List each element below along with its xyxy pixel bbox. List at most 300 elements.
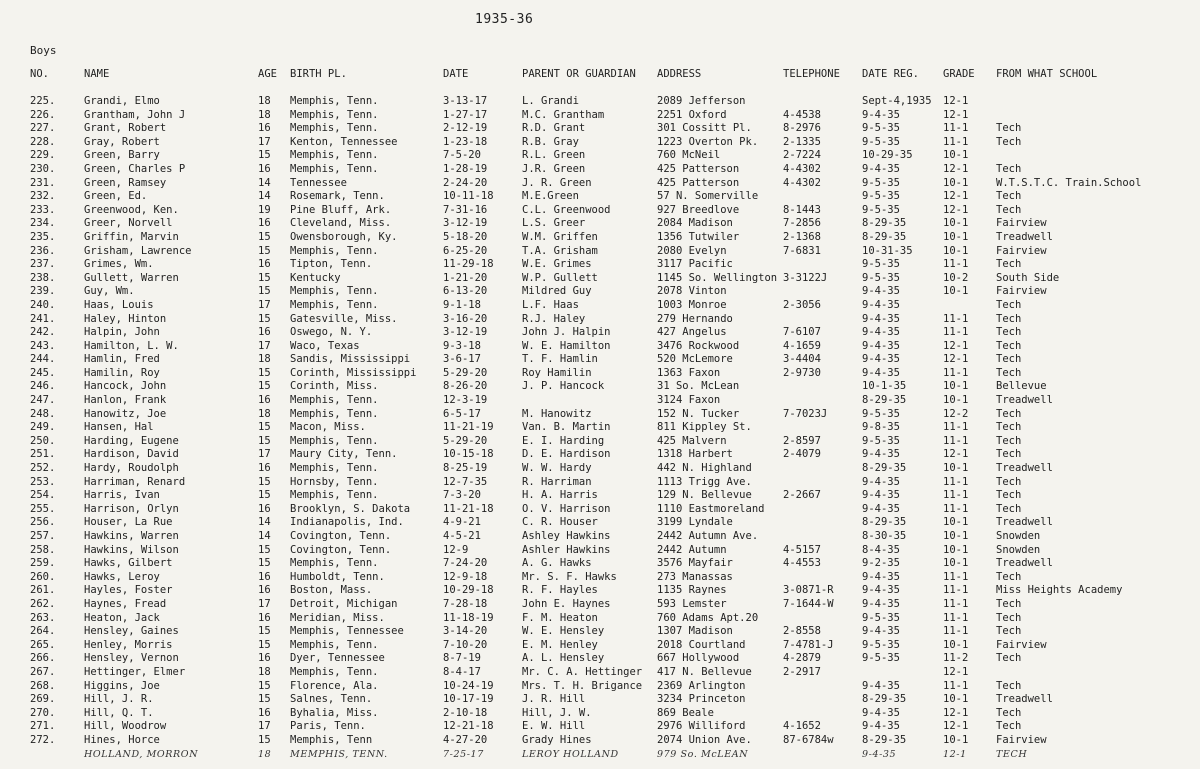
cell-from-school: Tech [996, 597, 1022, 610]
cell-telephone: 3-4404 [783, 353, 821, 366]
cell-age: 14 [258, 530, 271, 542]
cell-age: 17 [258, 135, 271, 148]
cell-name: Griffin, Marvin [84, 230, 179, 243]
cell-parent: LEROY HOLLAND [522, 748, 619, 760]
cell-grade: 10-1 [943, 217, 969, 230]
table-row [0, 340, 1200, 354]
cell-parent: C.L. Greenwood [522, 203, 611, 216]
cell-telephone: 4-4538 [783, 108, 821, 121]
cell-address: 442 N. Highland [657, 462, 752, 475]
table-row [0, 707, 1200, 721]
cell-grade: 10-1 [943, 380, 969, 393]
cell-name: Hanowitz, Joe [84, 407, 167, 420]
cell-date-registered: 9-4-35 [862, 353, 900, 366]
cell-birth-place: Memphis, Tenn. [290, 638, 379, 651]
cell-number: 233. [30, 203, 56, 216]
cell-age: 18 [258, 95, 271, 107]
header-no: NO. [30, 68, 49, 80]
cell-birth-place: Memphis, Tenn. [290, 122, 379, 135]
table-row [0, 489, 1200, 503]
cell-birth-date: 1-21-20 [443, 271, 488, 284]
cell-from-school: Treadwell [996, 462, 1053, 475]
cell-age: 15 [258, 285, 271, 298]
cell-address: 2089 Jefferson [657, 95, 746, 107]
cell-birth-date: 10-17-19 [443, 693, 494, 706]
cell-birth-place: Memphis, Tenn. [290, 462, 379, 475]
cell-name: Henley, Morris [84, 638, 173, 651]
cell-from-school: Tech [996, 570, 1022, 583]
cell-address: 417 N. Bellevue [657, 665, 752, 678]
cell-birth-place: Dyer, Tennessee [290, 652, 385, 665]
table-row [0, 313, 1200, 327]
cell-name: Hill, Woodrow [84, 720, 167, 733]
cell-date-registered: 9-4-35 [862, 312, 900, 325]
cell-number: 247. [30, 394, 56, 407]
cell-birth-date: 1-23-18 [443, 135, 488, 148]
cell-telephone: 4-1659 [783, 339, 821, 352]
cell-from-school: Tech [996, 489, 1022, 502]
cell-address: 667 Hollywood [657, 652, 740, 665]
cell-date-registered: 9-4-35 [862, 502, 900, 515]
cell-number: 245. [30, 366, 56, 379]
cell-birth-place: Meridian, Miss. [290, 611, 385, 624]
table-row [0, 666, 1200, 680]
cell-birth-date: 12-9-18 [443, 570, 488, 583]
cell-birth-place: Humboldt, Tenn. [290, 570, 385, 583]
cell-name: Hawks, Gilbert [84, 557, 173, 570]
cell-from-school: Treadwell [996, 230, 1053, 243]
cell-telephone: 7-6107 [783, 326, 821, 339]
cell-date-registered: 8-29-35 [862, 693, 907, 706]
cell-from-school: Tech [996, 353, 1022, 366]
cell-birth-date: 9-3-18 [443, 339, 481, 352]
cell-age: 16 [258, 570, 271, 583]
cell-birth-place: Brooklyn, S. Dakota [290, 502, 411, 515]
cell-name: Hamilton, L. W. [84, 339, 179, 352]
cell-name: Higgins, Joe [84, 679, 160, 692]
cell-address: 2018 Courtland [657, 638, 746, 651]
cell-parent: J. R. Green [522, 176, 592, 189]
cell-age: 15 [258, 489, 271, 502]
table-row [0, 109, 1200, 123]
cell-birth-date: 7-24-20 [443, 557, 488, 570]
cell-age: 18 [258, 748, 272, 760]
cell-from-school: Tech [996, 679, 1022, 692]
cell-address: 927 Breedlove [657, 203, 740, 216]
cell-name: Hancock, John [84, 380, 167, 393]
header-age: AGE [258, 68, 277, 80]
cell-from-school: W.T.S.T.C. Train.School [996, 176, 1142, 189]
cell-address: 3234 Princeton [657, 693, 746, 706]
table-row [0, 204, 1200, 218]
cell-parent: E. I. Harding [522, 434, 605, 447]
table-row [0, 149, 1200, 163]
cell-parent: Grady Hines [522, 733, 592, 746]
cell-from-school: Fairview [996, 638, 1047, 651]
table-row [0, 503, 1200, 517]
cell-telephone: 4-4302 [783, 162, 821, 175]
cell-parent: T. F. Hamlin [522, 353, 598, 366]
cell-telephone: 2-7224 [783, 149, 821, 162]
cell-date-registered: 9-4-35 [862, 706, 900, 719]
table-row [0, 217, 1200, 231]
cell-number: 264. [30, 625, 56, 638]
cell-grade: 11-1 [943, 625, 969, 638]
cell-name: Gray, Robert [84, 135, 160, 148]
cell-grade: 12-1 [943, 95, 969, 107]
table-row [0, 177, 1200, 191]
cell-age: 16 [258, 217, 271, 230]
table-row [0, 435, 1200, 449]
cell-address: 2078 Vinton [657, 285, 727, 298]
cell-name: Heaton, Jack [84, 611, 160, 624]
cell-birth-place: Memphis, Tenn. [290, 95, 379, 107]
cell-birth-place: Memphis, Tennessee [290, 625, 404, 638]
table-row [0, 122, 1200, 136]
cell-parent: D. E. Hardison [522, 448, 611, 461]
cell-parent: R.L. Green [522, 149, 586, 162]
cell-parent: R. Harriman [522, 475, 592, 488]
cell-age: 15 [258, 475, 271, 488]
cell-grade: 10-1 [943, 543, 969, 556]
cell-grade: 10-1 [943, 149, 969, 162]
cell-birth-place: MEMPHIS, TENN. [290, 748, 388, 760]
table-row [0, 380, 1200, 394]
cell-parent: Ashley Hawkins [522, 530, 611, 542]
cell-telephone: 4-1652 [783, 720, 821, 733]
cell-grade: 10-1 [943, 693, 969, 706]
cell-date-registered: 9-4-35 [862, 448, 900, 461]
cell-name: Hill, Q. T. [84, 706, 154, 719]
cell-birth-date: 4-5-21 [443, 530, 481, 542]
cell-name: Harriman, Renard [84, 475, 186, 488]
cell-number: 236. [30, 244, 56, 257]
cell-from-school: Miss Heights Academy [996, 584, 1123, 597]
cell-parent: M.E.Green [522, 190, 579, 203]
table-row [0, 421, 1200, 435]
cell-birth-date: 7-3-20 [443, 489, 481, 502]
cell-grade: 12-1 [943, 665, 969, 678]
cell-birth-place: Maury City, Tenn. [290, 448, 398, 461]
cell-number: 259. [30, 557, 56, 570]
cell-date-registered: 9-5-35 [862, 122, 900, 135]
cell-parent: Van. B. Martin [522, 421, 611, 434]
cell-age: 16 [258, 326, 271, 339]
cell-telephone: 2-2917 [783, 665, 821, 678]
cell-birth-date: 12-3-19 [443, 394, 488, 407]
cell-birth-place: Pine Bluff, Ark. [290, 203, 392, 216]
cell-birth-place: Memphis, Tenn. [290, 407, 379, 420]
cell-number: 269. [30, 693, 56, 706]
cell-date-registered: 9-4-35 [862, 679, 900, 692]
cell-name: Hawks, Leroy [84, 570, 160, 583]
cell-address: 1318 Harbert [657, 448, 733, 461]
cell-name: Greer, Norvell [84, 217, 173, 230]
cell-from-school: Tech [996, 434, 1022, 447]
header-parent: PARENT OR GUARDIAN [522, 68, 636, 80]
cell-date-registered: 9-4-35 [862, 298, 900, 311]
cell-birth-date: 11-21-18 [443, 502, 494, 515]
cell-address: 1003 Monroe [657, 298, 727, 311]
cell-from-school: Snowden [996, 530, 1041, 542]
cell-age: 17 [258, 720, 271, 733]
cell-age: 16 [258, 122, 271, 135]
table-row [0, 462, 1200, 476]
cell-age: 18 [258, 108, 271, 121]
cell-from-school: TECH [996, 748, 1028, 760]
cell-date-registered: 9-4-35 [862, 570, 900, 583]
cell-birth-place: Memphis, Tenn. [290, 149, 379, 162]
cell-name: Haas, Louis [84, 298, 154, 311]
cell-name: Hansen, Hal [84, 421, 154, 434]
cell-birth-date: 6-13-20 [443, 285, 488, 298]
cell-age: 16 [258, 258, 271, 271]
cell-from-school: Tech [996, 258, 1022, 271]
table-row [0, 584, 1200, 598]
header-telephone: TELEPHONE [783, 68, 840, 80]
cell-number: 228. [30, 135, 56, 148]
cell-age: 16 [258, 584, 271, 597]
cell-age: 15 [258, 366, 271, 379]
cell-date-registered: 9-8-35 [862, 421, 900, 434]
table-row [0, 245, 1200, 259]
cell-birth-place: Kentucky [290, 271, 341, 284]
cell-grade: 11-1 [943, 326, 969, 339]
cell-birth-place: Corinth, Mississippi [290, 366, 417, 379]
table-row [0, 639, 1200, 653]
cell-number: 271. [30, 720, 56, 733]
cell-address: 301 Cossitt Pl. [657, 122, 752, 135]
cell-name: Grandi, Elmo [84, 95, 160, 107]
cell-parent: J. P. Hancock [522, 380, 605, 393]
cell-name: Green, Charles P [84, 162, 186, 175]
cell-grade: 11-1 [943, 502, 969, 515]
cell-name: Harris, Ivan [84, 489, 160, 502]
cell-age: 15 [258, 693, 271, 706]
cell-telephone: 2-1335 [783, 135, 821, 148]
cell-from-school: Tech [996, 190, 1022, 203]
cell-birth-date: 3-12-19 [443, 217, 488, 230]
cell-birth-place: Gatesville, Miss. [290, 312, 398, 325]
cell-name: HOLLAND, MORRON [84, 748, 199, 760]
cell-address: 2251 Oxford [657, 108, 727, 121]
cell-birth-date: 9-1-18 [443, 298, 481, 311]
cell-date-registered: 9-5-35 [862, 434, 900, 447]
cell-name: Grisham, Lawrence [84, 244, 192, 257]
cell-address: 2442 Autumn Ave. [657, 530, 759, 542]
cell-telephone: 2-8558 [783, 625, 821, 638]
cell-birth-place: Sandis, Mississippi [290, 353, 411, 366]
cell-parent: C. R. Houser [522, 516, 598, 529]
cell-number: 249. [30, 421, 56, 434]
cell-birth-date: 3-14-20 [443, 625, 488, 638]
school-year: 1935-36 [475, 12, 534, 27]
cell-age: 17 [258, 339, 271, 352]
cell-grade: 11-1 [943, 366, 969, 379]
cell-number: 266. [30, 652, 56, 665]
cell-parent: E. M. Henley [522, 638, 598, 651]
cell-age: 14 [258, 176, 271, 189]
cell-number: 251. [30, 448, 56, 461]
cell-date-registered: 9-4-35 [862, 597, 900, 610]
cell-name: Green, Barry [84, 149, 160, 162]
cell-number: 263. [30, 611, 56, 624]
cell-birth-date: 7-25-17 [443, 748, 484, 760]
cell-grade: 10-1 [943, 557, 969, 570]
table-row [0, 734, 1200, 748]
header-date: DATE [443, 68, 469, 80]
cell-date-registered: Sept-4,1935 [862, 95, 932, 107]
cell-name: Hill, J. R. [84, 693, 154, 706]
cell-name: Harding, Eugene [84, 434, 179, 447]
cell-age: 15 [258, 244, 271, 257]
cell-address: 811 Kippley St. [657, 421, 752, 434]
cell-age: 15 [258, 733, 271, 746]
cell-birth-place: Memphis, Tenn. [290, 665, 379, 678]
cell-birth-date: 8-26-20 [443, 380, 488, 393]
cell-parent: Hill, J. W. [522, 706, 592, 719]
cell-age: 15 [258, 679, 271, 692]
cell-number: 230. [30, 162, 56, 175]
cell-parent: W.E. Grimes [522, 258, 592, 271]
cell-birth-date: 8-4-17 [443, 665, 481, 678]
column-headers [0, 68, 1200, 84]
cell-age: 19 [258, 203, 271, 216]
cell-date-registered: 9-4-35 [862, 584, 900, 597]
cell-address: 273 Manassas [657, 570, 733, 583]
cell-date-registered: 10-31-35 [862, 244, 913, 257]
cell-age: 18 [258, 353, 271, 366]
cell-from-school: Tech [996, 611, 1022, 624]
cell-birth-date: 8-7-19 [443, 652, 481, 665]
cell-number: 229. [30, 149, 56, 162]
cell-date-registered: 8-4-35 [862, 543, 900, 556]
header-date-registered: DATE REG. [862, 68, 919, 80]
cell-grade: 11-1 [943, 597, 969, 610]
cell-grade: 10-1 [943, 733, 969, 746]
cell-birth-place: Memphis, Tenn. [290, 557, 379, 570]
cell-age: 14 [258, 190, 271, 203]
cell-from-school: Tech [996, 135, 1022, 148]
cell-address: 593 Lemster [657, 597, 727, 610]
cell-date-registered: 8-29-35 [862, 516, 907, 529]
cell-number: 226. [30, 108, 56, 121]
cell-grade: 11-1 [943, 421, 969, 434]
cell-birth-place: Memphis, Tenn. [290, 298, 379, 311]
cell-date-registered: 9-4-35 [862, 326, 900, 339]
table-row [0, 557, 1200, 571]
cell-telephone: 7-2856 [783, 217, 821, 230]
cell-telephone: 7-6831 [783, 244, 821, 257]
cell-grade: 10-1 [943, 176, 969, 189]
cell-number: 244. [30, 353, 56, 366]
cell-age: 16 [258, 394, 271, 407]
cell-birth-place: Oswego, N. Y. [290, 326, 373, 339]
cell-address: 2080 Evelyn [657, 244, 727, 257]
cell-number: 250. [30, 434, 56, 447]
cell-from-school: Tech [996, 475, 1022, 488]
cell-name: Halpin, John [84, 326, 160, 339]
cell-birth-place: Hornsby, Tenn. [290, 475, 379, 488]
cell-address: 1223 Overton Pk. [657, 135, 759, 148]
cell-birth-date: 1-28-19 [443, 162, 488, 175]
cell-number: 258. [30, 543, 56, 556]
cell-age: 15 [258, 543, 271, 556]
cell-age: 18 [258, 665, 271, 678]
cell-from-school: Tech [996, 366, 1022, 379]
cell-telephone: 2-3056 [783, 298, 821, 311]
cell-number: 243. [30, 339, 56, 352]
cell-age: 17 [258, 448, 271, 461]
cell-name: Grant, Robert [84, 122, 167, 135]
cell-name: Hayles, Foster [84, 584, 173, 597]
cell-grade: 11-2 [943, 652, 969, 665]
cell-from-school: Tech [996, 326, 1022, 339]
cell-grade: 10-1 [943, 530, 969, 542]
cell-birth-date: 8-25-19 [443, 462, 488, 475]
cell-name: Hensley, Gaines [84, 625, 179, 638]
cell-date-registered: 9-5-35 [862, 135, 900, 148]
cell-date-registered: 9-2-35 [862, 557, 900, 570]
table-row [0, 258, 1200, 272]
cell-age: 16 [258, 652, 271, 665]
cell-address: 869 Beale [657, 706, 714, 719]
cell-address: 2442 Autumn [657, 543, 727, 556]
cell-parent: Roy Hamilin [522, 366, 592, 379]
cell-date-registered: 8-30-35 [862, 530, 907, 542]
cell-grade: 10-1 [943, 230, 969, 243]
cell-telephone: 2-2667 [783, 489, 821, 502]
header-grade: GRADE [943, 68, 975, 80]
cell-date-registered: 9-5-35 [862, 652, 900, 665]
cell-address: 520 McLemore [657, 353, 733, 366]
cell-grade: 12-2 [943, 407, 969, 420]
cell-grade: 11-1 [943, 312, 969, 325]
cell-parent: H. A. Harris [522, 489, 598, 502]
cell-grade: 11-1 [943, 489, 969, 502]
cell-number: 252. [30, 462, 56, 475]
table-row [0, 95, 1200, 109]
cell-birth-date: 2-12-19 [443, 122, 488, 135]
cell-number: 255. [30, 502, 56, 515]
cell-number: 261. [30, 584, 56, 597]
cell-grade: 12-1 [943, 706, 969, 719]
cell-birth-place: Tennessee [290, 176, 347, 189]
cell-telephone: 4-5157 [783, 543, 821, 556]
cell-telephone: 7-1644-W [783, 597, 834, 610]
cell-age: 15 [258, 625, 271, 638]
cell-address: 3124 Faxon [657, 394, 721, 407]
cell-number: 257. [30, 530, 56, 542]
cell-parent: W. E. Hensley [522, 625, 605, 638]
cell-number: 262. [30, 597, 56, 610]
cell-number: 240. [30, 298, 56, 311]
cell-from-school: Tech [996, 502, 1022, 515]
cell-address: 1135 Raynes [657, 584, 727, 597]
cell-grade: 11-1 [943, 258, 969, 271]
cell-parent: Mildred Guy [522, 285, 592, 298]
cell-telephone: 3-0871-R [783, 584, 834, 597]
cell-address: 1363 Faxon [657, 366, 721, 379]
cell-birth-date: 5-29-20 [443, 366, 488, 379]
cell-parent: A. L. Hensley [522, 652, 605, 665]
cell-address: 425 Patterson [657, 162, 740, 175]
cell-grade: 10-2 [943, 271, 969, 284]
cell-number: 260. [30, 570, 56, 583]
cell-name: Hawkins, Warren [84, 530, 179, 542]
cell-birth-place: Macon, Miss. [290, 421, 366, 434]
table-row [0, 394, 1200, 408]
